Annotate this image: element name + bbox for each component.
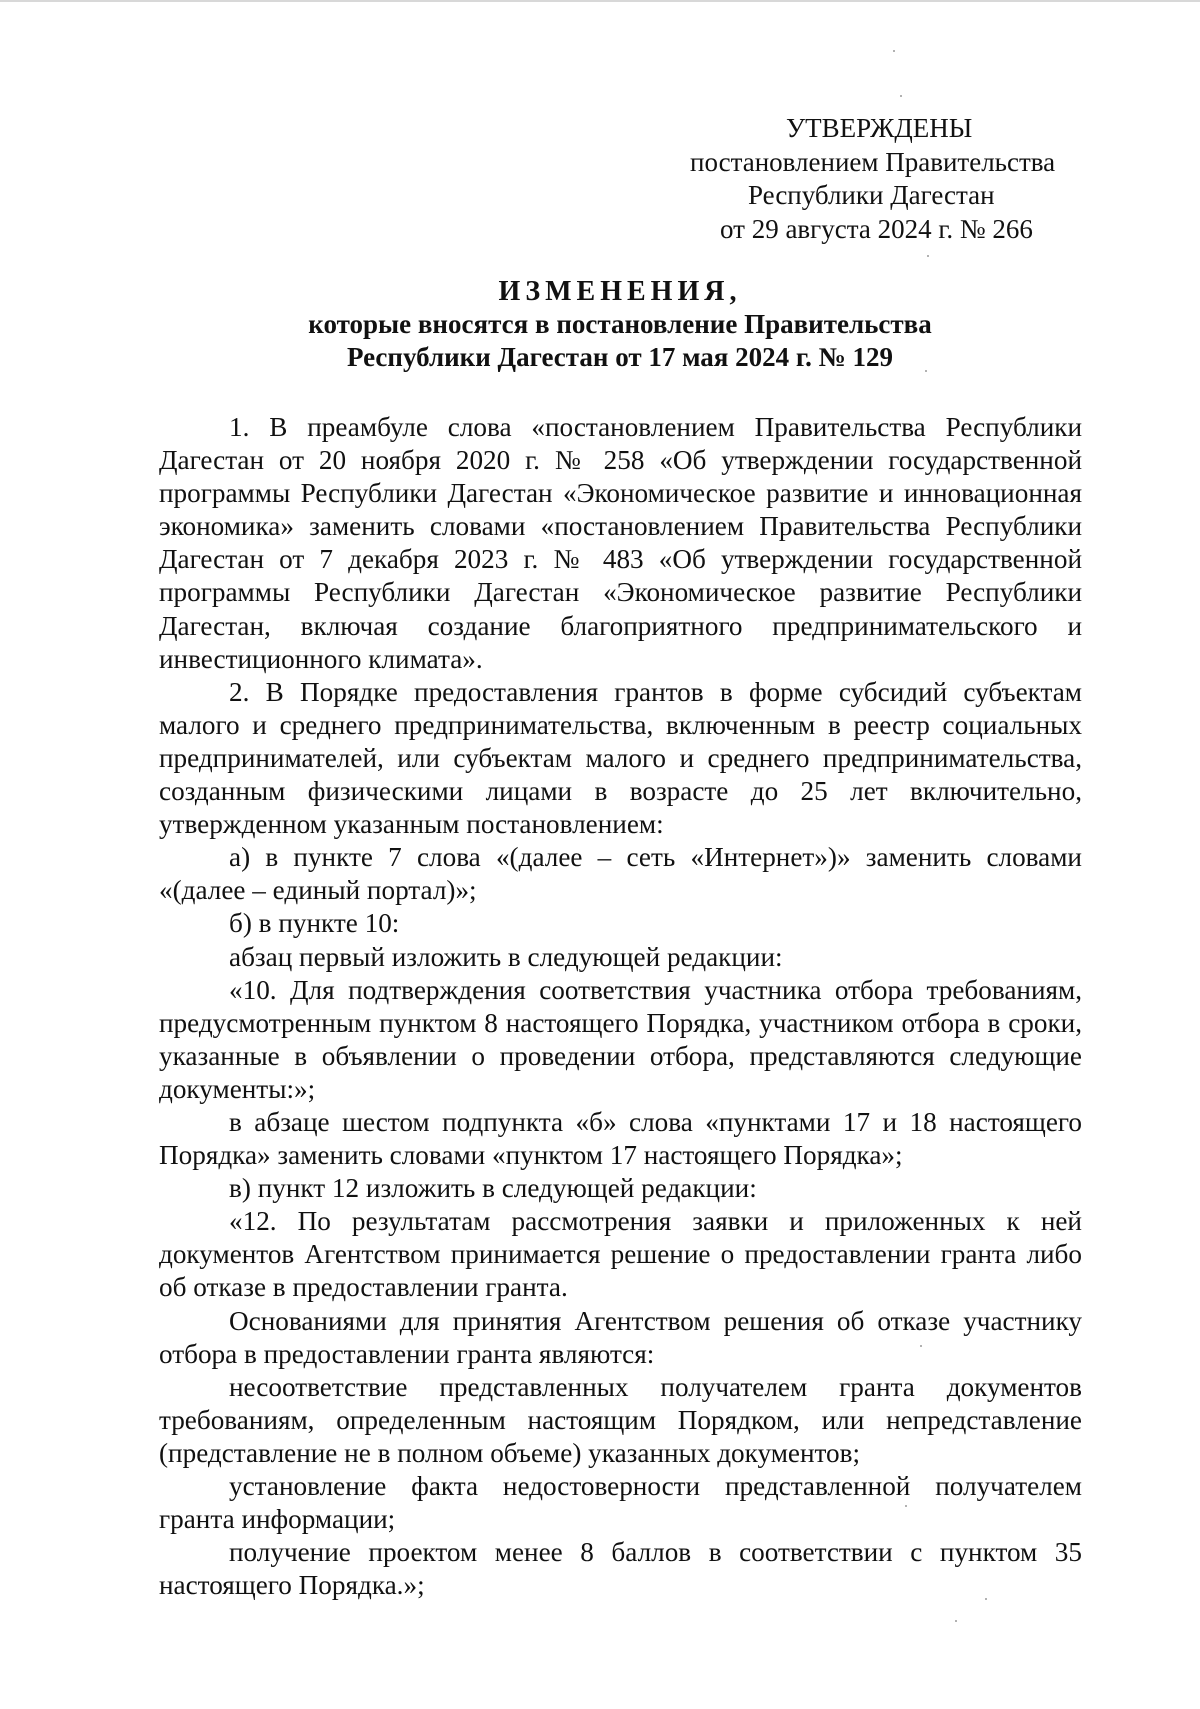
document-body [159, 411, 1082, 1602]
paragraph: установление факта недостоверности представленной получателем гранта информации; [159, 1471, 1082, 1535]
paragraph: 2. В Порядке предоставления грантов в форме субсидий субъектам малого и среднего предпринимательства, включенным в реестр социальных предпринимателей, или субъектам малого и среднего предпринимательства, созданным физическими лицами в возрасте до 25 лет включительно, утвержденном указанным постановлением: [159, 676, 1082, 840]
paragraph: 1. В преамбуле слова «постановлением Правительства Республики Дагестан от 20 ноября 2020 г. № 258 «Об утверждении государственной программы Республики Дагестан «Экономическое развитие и инновационная экономика» заменить словами «постановлением Правительства Республики Дагестан от 7 декабря 2023 г. № 483 «Об утверждении государственной программы Республики Дагестан «Экономическое развитие Республики Дагестан, включая создание благоприятного предпринимательского и инвестиционного климата». [159, 412, 1082, 674]
paragraph: «10. Для подтверждения соответствия участника отбора требованиям, предусмотренным пунктом 8 настоящего Порядка, участником отбора в сроки, указанные в объявлении о проведении отбора, представляются следующие документы:»; [159, 974, 1082, 1104]
scan-speck [985, 1598, 987, 1600]
approval-line-3: Республики Дагестан [748, 180, 995, 210]
paragraph: Основаниями для принятия Агентством решения об отказе участнику отбора в предоставлении гранта являются: [159, 1305, 1082, 1369]
scan-speck [900, 95, 902, 97]
paragraph: в абзаце шестом подпункта «б» слова «пунктами 17 и 18 настоящего Порядка» заменить словами «пунктом 17 настоящего Порядка»; [159, 1106, 1082, 1171]
approval-date-number: от 29 августа 2024 г. № 266 [720, 213, 1033, 244]
approval-line-2: постановлением Правительства [690, 146, 1056, 177]
scan-speck [893, 50, 895, 52]
scan-speck [925, 370, 927, 372]
scan-speck [905, 1505, 907, 1507]
paragraph: б) в пункте 10: [229, 908, 400, 939]
paragraph: несоответствие представленных получателем гранта документов требованиям, определенным настоящим Порядком, или непредставление (представление не в полном объеме) указанных документов; [159, 1371, 1082, 1468]
paragraph: «12. По результатам рассмотрения заявки и приложенных к ней документов Агентством принимается решение о предоставлении гранта либо об отказе в предоставлении гранта. [159, 1206, 1082, 1303]
title-line-2: которые вносятся в постановление Правительства [308, 309, 932, 339]
document-title [160, 275, 1080, 374]
paragraph: получение проектом менее 8 баллов в соответствии с пунктом 35 настоящего Порядка.»; [159, 1537, 1082, 1601]
scan-speck [920, 1345, 922, 1347]
approval-stamp [640, 112, 1080, 246]
paragraph: а) в пункте 7 слова «(далее – сеть «Интернет»)» заменить словами «(далее – единый портал)»; [159, 842, 1082, 906]
scan-speck [927, 255, 929, 257]
scan-speck [955, 1620, 957, 1622]
paragraph: в) пункт 12 изложить в следующей редакции: [229, 1173, 757, 1204]
paragraph: абзац первый изложить в следующей редакции: [229, 941, 783, 972]
title-line-3: Республики Дагестан от 17 мая 2024 г. № 129 [346, 342, 894, 372]
approval-heading: УТВЕРЖДЕНЫ [786, 113, 973, 143]
title-heading: ИЗМЕНЕНИЯ, [498, 276, 742, 307]
scan-edge [0, 0, 1200, 2]
